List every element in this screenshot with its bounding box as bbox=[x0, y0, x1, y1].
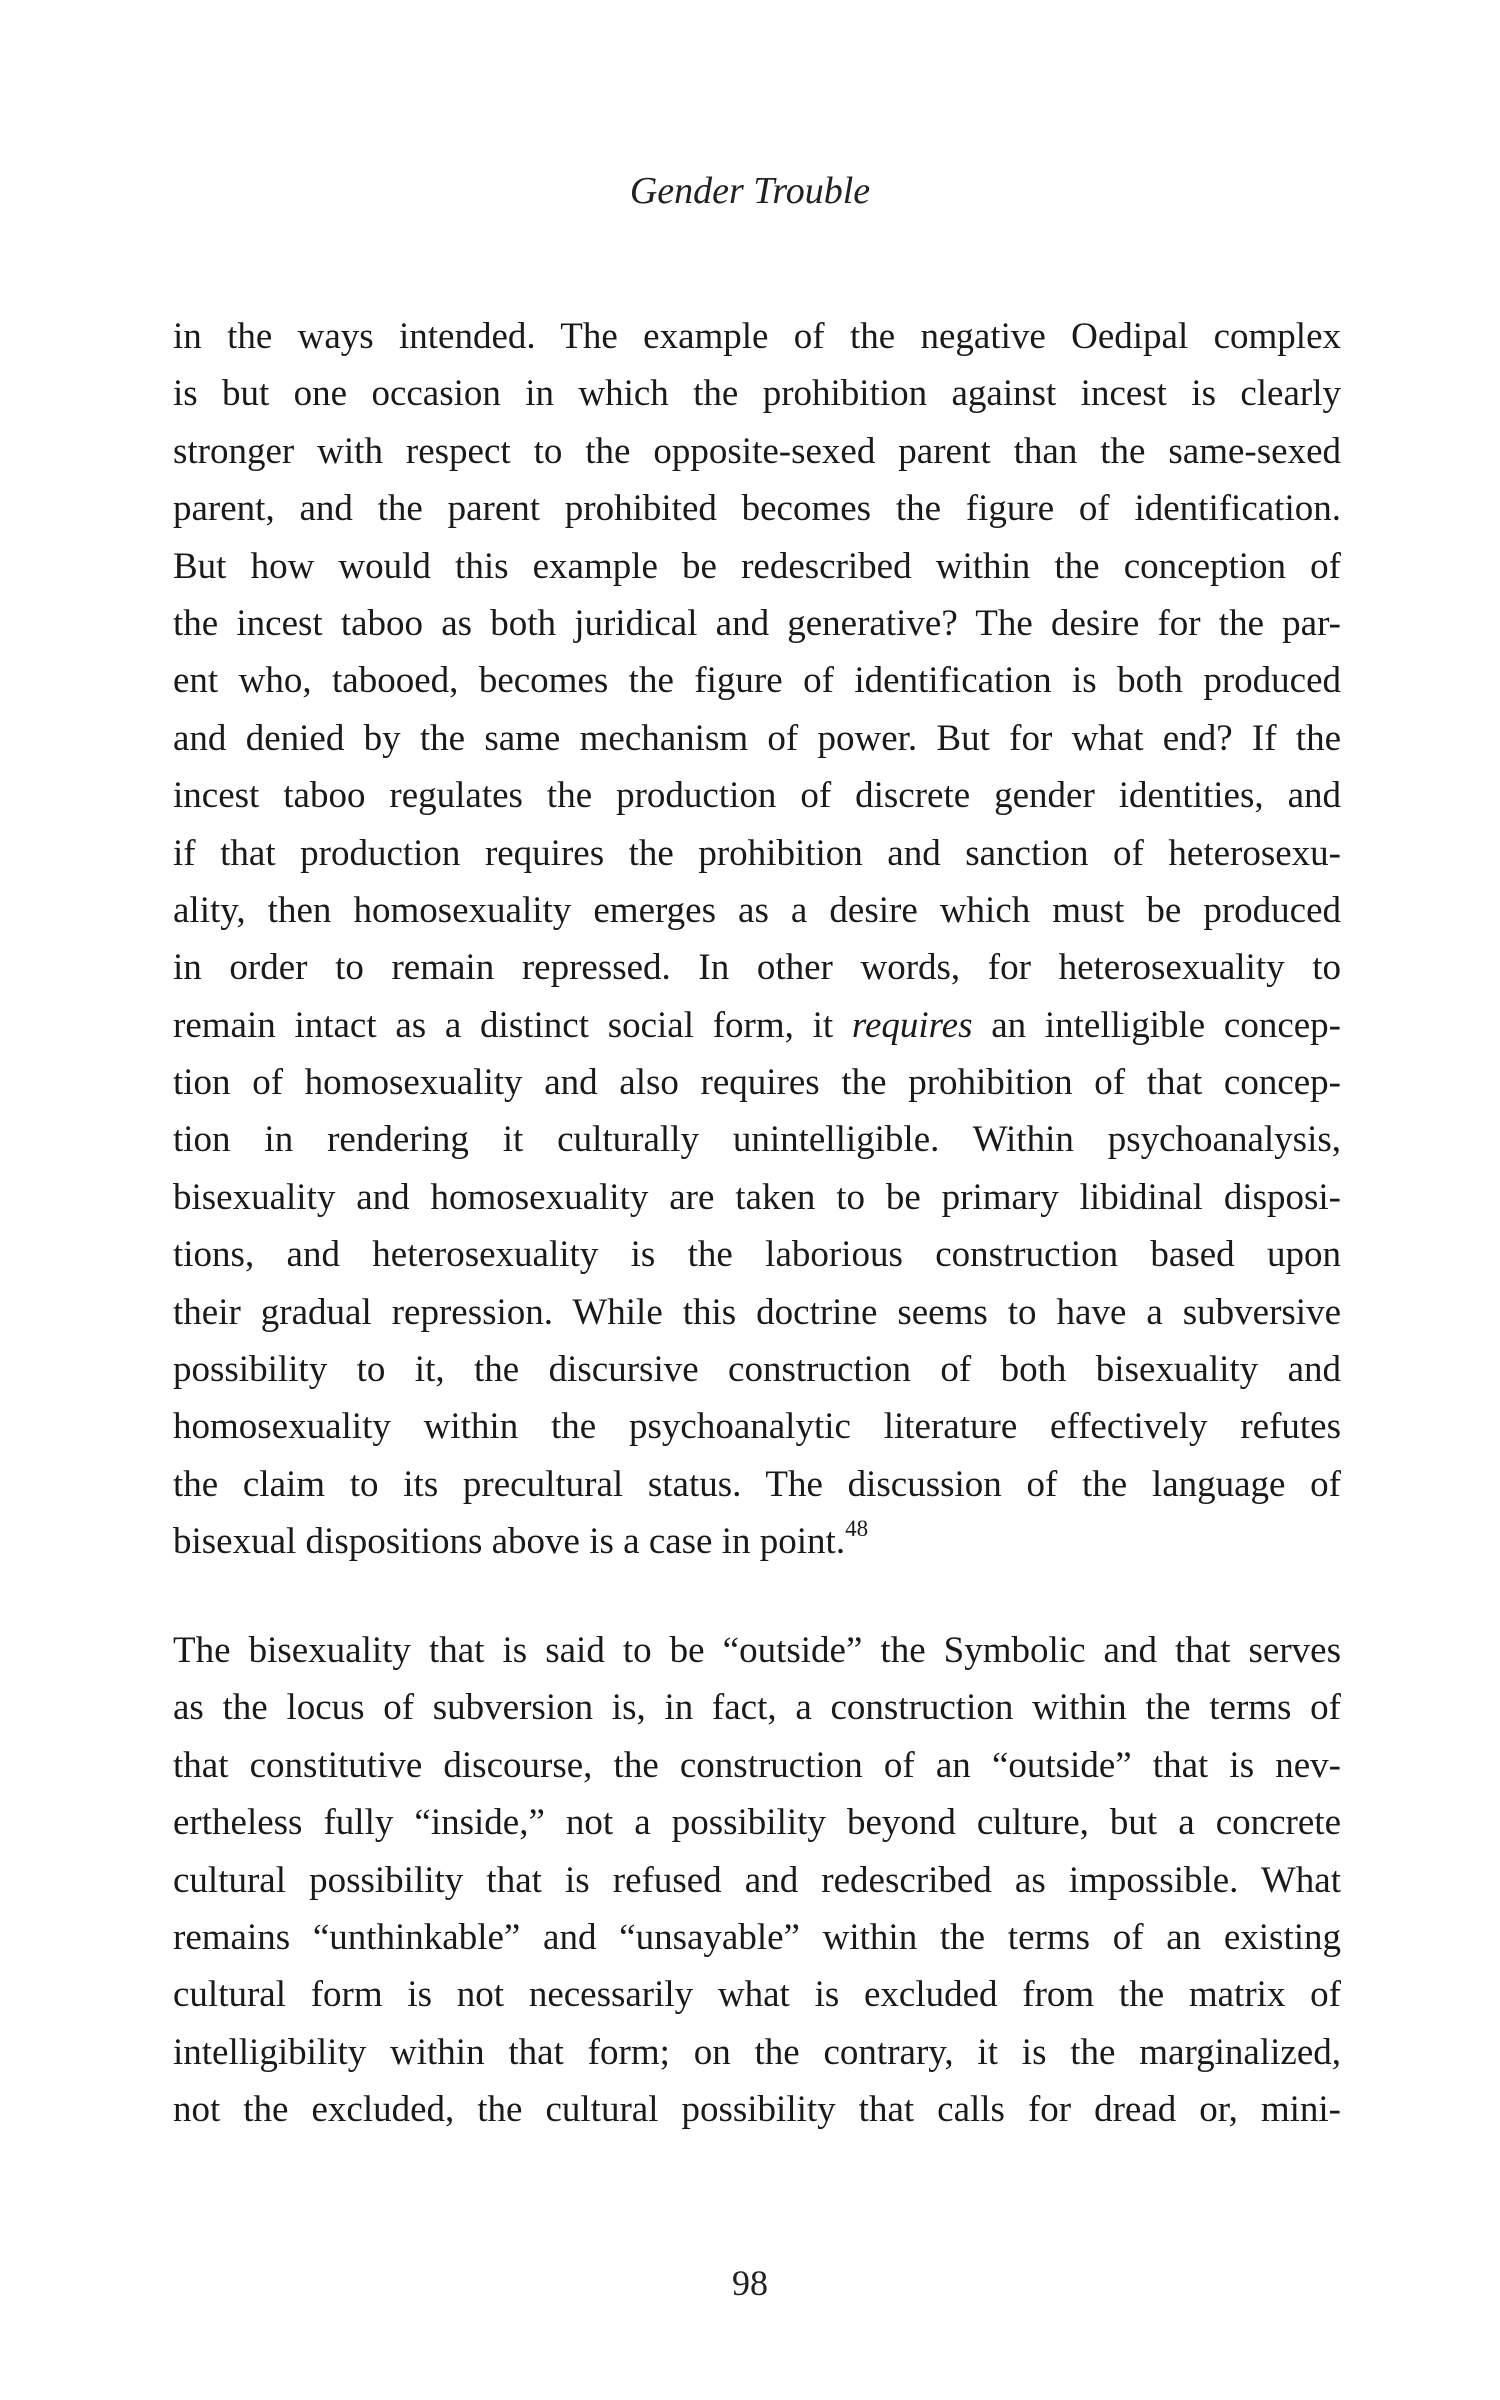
text-line: intelligibility within that form; on the contrary, it is the marginalized, bbox=[173, 2031, 1341, 2073]
text-segment: remain intact as a distinct social form, it bbox=[173, 1004, 852, 1046]
text-line: cultural form is not necessarily what is excluded from the matrix of bbox=[173, 1974, 1341, 2016]
text-line: the claim to its precultural status. The discussion of the language of bbox=[173, 1463, 1341, 1505]
text-line: ality, then homosexuality emerges as a desire which must be produced bbox=[173, 889, 1341, 931]
text-line: possibility to it, the discursive construction of both bisexuality and bbox=[173, 1349, 1341, 1391]
text-line-last bbox=[173, 1513, 1341, 1570]
text-line: is but one occasion in which the prohibition against incest is clearly bbox=[173, 373, 1341, 415]
text-line: that constitutive discourse, the construction of an “outside” that is nev- bbox=[173, 1744, 1341, 1786]
text-line: parent, and the parent prohibited becomes the figure of identification. bbox=[173, 488, 1341, 530]
text-line: not the excluded, the cultural possibility that calls for dread or, mini- bbox=[173, 2089, 1341, 2131]
text-line: if that production requires the prohibition and sanction of heterosexu- bbox=[173, 832, 1341, 874]
text-line: in the ways intended. The example of the negative Oedipal complex bbox=[173, 316, 1341, 357]
paragraph-1 bbox=[173, 308, 1341, 1571]
text-line: and denied by the same mechanism of power. But for what end? If the bbox=[173, 717, 1341, 759]
text-line: stronger with respect to the opposite-sexed parent than the same-sexed bbox=[173, 430, 1341, 472]
text-line: the incest taboo as both juridical and generative? The desire for the par- bbox=[173, 602, 1341, 644]
text-line: The bisexuality that is said to be “outside” the Symbolic and that serves bbox=[173, 1630, 1341, 1671]
text-segment: an intelligible concep- bbox=[972, 1004, 1341, 1046]
text-segment: bisexual dispositions above is a case in point. bbox=[173, 1521, 846, 1563]
text-line: their gradual repression. While this doctrine seems to have a subversive bbox=[173, 1291, 1341, 1333]
text-line: But how would this example be redescribed within the conception of bbox=[173, 545, 1341, 587]
text-line: bisexuality and homosexuality are taken to be primary libidinal disposi- bbox=[173, 1176, 1341, 1218]
text-line: cultural possibility that is refused and redescribed as impossible. What bbox=[173, 1859, 1341, 1901]
footnote-reference[interactable]: 48 bbox=[845, 1515, 869, 1541]
paragraph-2 bbox=[173, 1622, 1341, 2139]
text-line: in order to remain repressed. In other words, for heterosexuality to bbox=[173, 947, 1341, 989]
text-line: ent who, tabooed, becomes the figure of identification is both produced bbox=[173, 660, 1341, 702]
text-line: remains “unthinkable” and “unsayable” within the terms of an existing bbox=[173, 1916, 1341, 1958]
text-line-with-emphasis bbox=[173, 997, 1341, 1054]
emphasis-requires: requires bbox=[851, 1004, 973, 1046]
text-line: ertheless fully “inside,” not a possibility beyond culture, but a concrete bbox=[173, 1802, 1341, 1844]
text-line: incest taboo regulates the production of discrete gender identities, and bbox=[173, 775, 1341, 817]
page-number: 98 bbox=[732, 2263, 768, 2303]
text-line: tion of homosexuality and also requires the prohibition of that concep- bbox=[173, 1062, 1341, 1104]
text-line: as the locus of subversion is, in fact, a construction within the terms of bbox=[173, 1687, 1341, 1729]
text-line: tion in rendering it culturally unintelligible. Within psychoanalysis, bbox=[173, 1119, 1341, 1161]
text-line: homosexuality within the psychoanalytic literature effectively refutes bbox=[173, 1406, 1341, 1448]
text-line: tions, and heterosexuality is the laborious construction based upon bbox=[173, 1234, 1341, 1276]
running-head: Gender Trouble bbox=[629, 170, 871, 212]
